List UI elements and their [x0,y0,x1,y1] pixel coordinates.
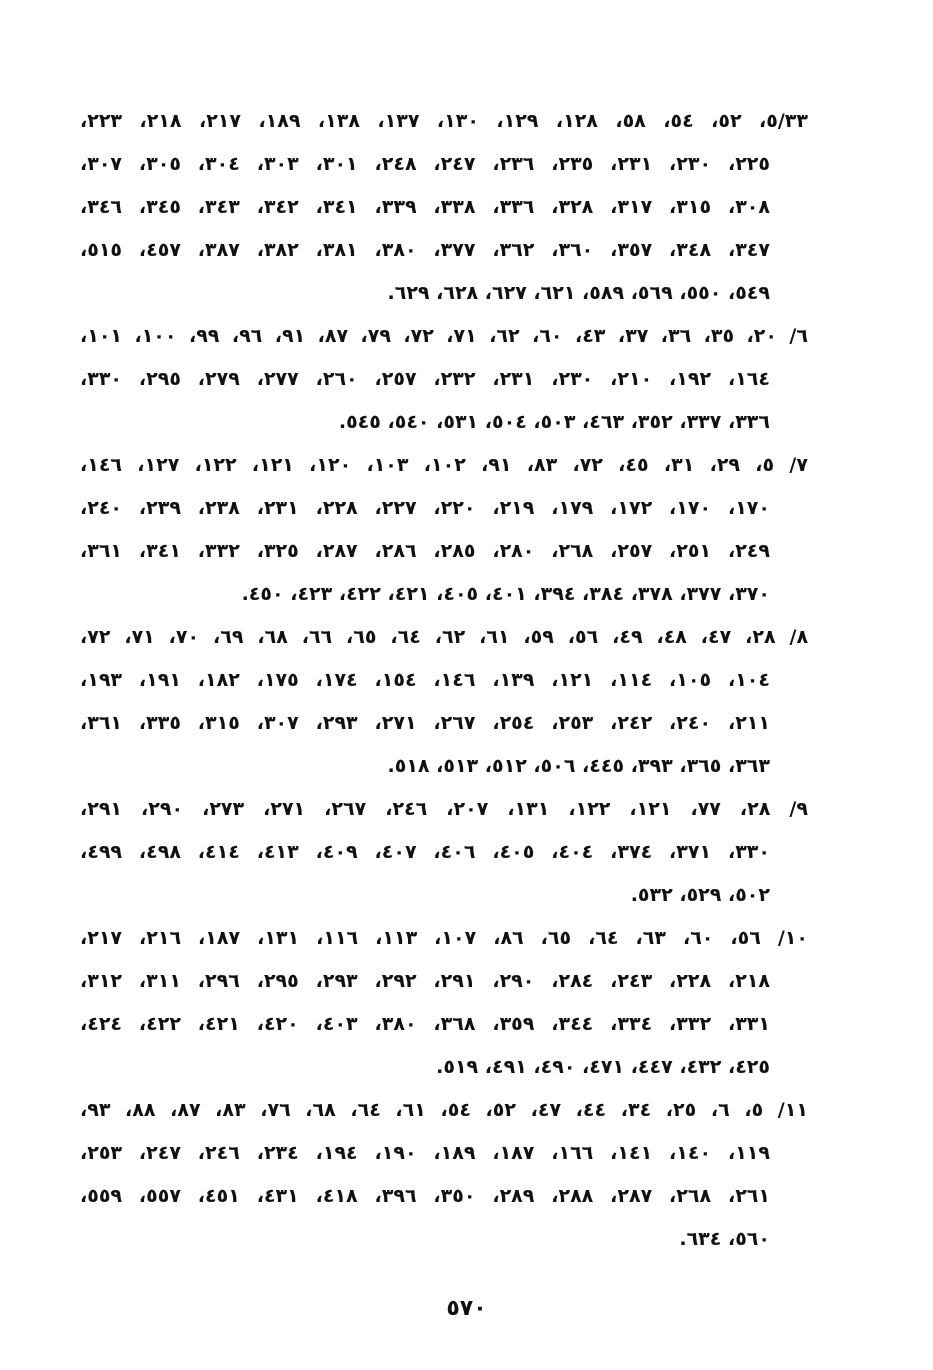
index-entry-9 [80,788,808,917]
index-line: ٥٦٠، ٦٣٤. [679,1228,770,1250]
index-line: ١٠/ ٥٦، ٦٠، ٦٣، ٦٤، ٦٥، ٨٦، ١٠٧، ١١٣، ١١٦، ١٣١، ١٨٧، ٢١٦، ٢١٧، [80,927,808,949]
index-line: ١٧٠، ١٧٠، ١٧٢، ١٧٩، ٢١٩، ٢٢٠، ٢٢٧، ٢٢٨، ٢٣١، ٢٣٨، ٢٣٩، ٢٤٠، [80,497,770,519]
index-line: ١١/ ٥، ٦، ٢٥، ٣٤، ٤٤، ٤٧، ٥٢، ٥٤، ٦١، ٦٤، ٦٨، ٧٦، ٨٣، ٨٧، ٨٨، ٩٣، [80,1099,808,1121]
index-entry-6 [80,315,808,444]
index-line: ٤٢٥، ٤٣٢، ٤٤٧، ٤٧١، ٤٩٠، ٤٩١، ٥١٩. [436,1056,770,1078]
index-line: ١١٩، ١٤٠، ١٤١، ١٦٦، ١٨٧، ١٨٩، ١٩٠، ١٩٤، ٢٣٤، ٢٤٦، ٢٤٧، ٢٥٣، [80,1142,770,1164]
index-line: ٣٤٧، ٣٤٨، ٣٥٧، ٣٦٠، ٣٦٢، ٣٧٧، ٣٨٠، ٣٨١، ٣٨٢، ٣٨٧، ٤٥٧، ٥١٥، [80,239,770,261]
index-line: ٢١٨، ٢٢٨، ٢٤٣، ٢٨٤، ٢٩٠، ٢٩١، ٢٩٢، ٢٩٣، ٢٩٥، ٢٩٦، ٣١١، ٣١٢، [80,970,770,992]
index-line: ٣٦٣، ٣٦٥، ٣٩٣، ٤٤٥، ٥٠٦، ٥١٢، ٥١٣، ٥١٨. [387,755,770,777]
index-line: ٦/ ٢٠، ٣٥، ٣٦، ٣٧، ٤٣، ٦٠، ٦٢، ٧١، ٧٢، ٧٩، ٨٧، ٩١، ٩٦، ٩٩، ١٠٠، ١٠١، [80,325,808,347]
index-line: ٢٦١، ٢٦٨، ٢٨٧، ٢٨٨، ٢٨٩، ٣٥٠، ٣٩٦، ٤١٨، ٤٣١، ٤٥١، ٥٥٧، ٥٥٩، [80,1185,770,1207]
index-line: ٢٢٥، ٢٣٠، ٢٣١، ٢٣٥، ٢٣٦، ٢٤٧، ٢٤٨، ٣٠١، ٣٠٣، ٣٠٤، ٣٠٥، ٣٠٧، [80,153,770,175]
index-line: ٣٧٠، ٣٧٧، ٣٧٨، ٣٨٤، ٣٩٤، ٤٠١، ٤٠٥، ٤٢١، ٤٢٢، ٤٢٣، ٤٥٠. [241,583,770,605]
index-line: ٧/ ٥، ٢٩، ٣١، ٤٥، ٧٢، ٨٣، ٩١، ١٠٢، ١٠٣، ١٢٠، ١٢١، ١٢٢، ١٢٧، ١٤٦، [80,454,808,476]
index-entry-10 [80,917,808,1089]
index-line: ٥٤٩، ٥٥٠، ٥٦٩، ٥٨٩، ٦٢١، ٦٢٧، ٦٢٨، ٦٢٩. [387,282,770,304]
index-line: ٥/٣٣، ٥٢، ٥٤، ٥٨، ١٢٨، ١٢٩، ١٣٠، ١٣٧، ١٣٨، ١٨٩، ٢١٧، ٢١٨، ٢٢٣، [80,110,808,132]
index-entry-7 [80,444,808,616]
index-line: ٣٣٠، ٣٧١، ٣٧٤، ٤٠٤، ٤٠٥، ٤٠٦، ٤٠٧، ٤٠٩، ٤١٣، ٤١٤، ٤٩٨، ٤٩٩، [80,841,770,863]
index-line: ٢٤٩، ٢٥١، ٢٥٧، ٢٦٨، ٢٨٠، ٢٨٥، ٢٨٦، ٢٨٧، ٣٢٥، ٣٣٢، ٣٤١، ٣٦١، [80,540,770,562]
index-line: ٨/ ٢٨، ٤٧، ٤٨، ٤٩، ٥٦، ٥٩، ٦١، ٦٢، ٦٤، ٦٥، ٦٦، ٦٨، ٦٩، ٧٠، ٧١، ٧٢، [80,626,808,648]
page-number: ٥٧٠ [446,1296,487,1321]
index-line: ٥٠٢، ٥٢٩، ٥٣٢. [630,884,770,906]
index-line: ١٦٤، ١٩٢، ٢١٠، ٢٣٠، ٢٣١، ٢٣٢، ٢٥٧، ٢٦٠، ٢٧٧، ٢٧٩، ٢٩٥، ٣٣٠، [80,368,770,390]
index-line: ٩/ ٢٨، ٧٧، ١٢١، ١٢٢، ١٣١، ٢٠٧، ٢٤٦، ٢٦٧، ٢٧١، ٢٧٣، ٢٩٠، ٢٩١، [80,798,808,820]
index-line: ٣٣٦، ٣٣٧، ٣٥٢، ٤٦٣، ٥٠٣، ٥٠٤، ٥٣١، ٥٤٠، ٥٤٥. [338,411,770,433]
index-entry-8 [80,616,808,788]
index-entry-11 [80,1089,808,1261]
index-entry-5 [80,100,808,315]
index-line: ٢١١، ٢٤٠، ٢٤٢، ٢٥٣، ٢٥٤، ٢٦٧، ٢٧١، ٢٩٣، ٣٠٧، ٣١٥، ٣٣٥، ٣٦١، [80,712,770,734]
index-page-content [80,100,808,1261]
index-line: ١٠٤، ١٠٥، ١١٤، ١٢١، ١٣٩، ١٤٦، ١٥٤، ١٧٤، ١٧٥، ١٨٢، ١٩١، ١٩٣، [80,669,770,691]
index-line: ٣٠٨، ٣١٥، ٣١٧، ٣٢٨، ٣٣٦، ٣٣٨، ٣٣٩، ٣٤١، ٣٤٢، ٣٤٣، ٣٤٥، ٣٤٦، [80,196,770,218]
index-line: ٣٣١، ٣٣٢، ٣٣٤، ٣٤٤، ٣٥٩، ٣٦٨، ٣٨٠، ٤٠٣، ٤٢٠، ٤٢١، ٤٢٢، ٤٢٤، [80,1013,770,1035]
